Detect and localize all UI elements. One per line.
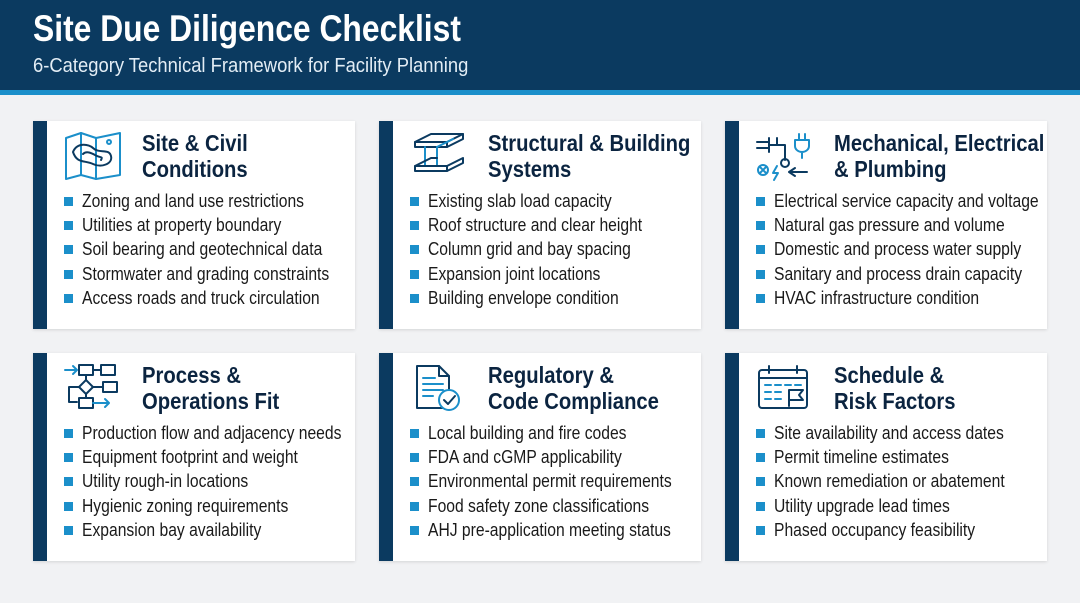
bullet-icon — [756, 502, 765, 511]
bullet-icon — [64, 502, 73, 511]
list-item-text: Local building and fire codes — [428, 423, 627, 443]
list-item-text: Utilities at property boundary — [82, 215, 282, 236]
bullet-icon — [64, 429, 73, 438]
card-title — [142, 362, 331, 414]
card-title — [142, 130, 331, 182]
list-item-text: FDA and cGMP applicability — [428, 447, 622, 468]
list-item — [410, 518, 710, 542]
list-item — [410, 469, 710, 493]
checklist — [756, 421, 1056, 542]
bullet-icon — [410, 453, 419, 462]
card-title-line2: Code Compliance — [488, 388, 659, 414]
card-accent-bar — [33, 353, 47, 561]
card-title-line1: Mechanical, Electrical — [834, 130, 1045, 156]
card-accent-bar — [379, 353, 393, 561]
header-banner — [0, 0, 1080, 90]
bullet-icon — [64, 221, 73, 230]
card-schedule-risk — [725, 353, 1047, 561]
bullet-icon — [64, 245, 73, 254]
list-item — [64, 213, 364, 237]
list-item — [64, 518, 364, 542]
list-item-text: Stormwater and grading constraints — [82, 263, 330, 284]
bullet-icon — [410, 526, 419, 535]
list-item — [410, 213, 710, 237]
bullet-icon — [756, 429, 765, 438]
card-title-line1: Regulatory & — [488, 362, 614, 388]
compliance-document-icon — [409, 362, 469, 414]
card-title-line1: Schedule & — [834, 362, 945, 388]
list-item — [64, 262, 364, 286]
list-item — [64, 445, 364, 469]
list-item — [410, 286, 710, 310]
card-title — [488, 130, 691, 182]
bullet-icon — [64, 526, 73, 535]
list-item — [410, 262, 710, 286]
list-item — [410, 237, 710, 261]
list-item — [756, 262, 1056, 286]
bullet-icon — [410, 477, 419, 486]
list-item-text: Food safety zone classifications — [428, 495, 650, 516]
list-item-text: Expansion bay availability — [82, 519, 262, 540]
list-item-text: Domestic and process water supply — [774, 239, 1022, 260]
card-accent-bar — [725, 121, 739, 329]
bullet-icon — [756, 245, 765, 254]
list-item — [410, 445, 710, 469]
list-item-text: Utility rough-in locations — [82, 471, 249, 492]
list-item — [64, 494, 364, 518]
card-title-line1: Site & Civil — [142, 130, 248, 156]
bullet-icon — [410, 270, 419, 279]
list-item — [64, 469, 364, 493]
checklist — [756, 189, 1056, 310]
list-item — [756, 469, 1056, 493]
card-accent-bar — [725, 353, 739, 561]
list-item-text: Existing slab load capacity — [428, 191, 612, 211]
bullet-icon — [410, 294, 419, 303]
card-title — [834, 130, 1045, 182]
list-item-text: Site availability and access dates — [774, 423, 1004, 443]
bullet-icon — [756, 197, 765, 206]
list-item-text: Utility upgrade lead times — [774, 495, 950, 516]
list-item-text: Expansion joint locations — [428, 263, 601, 284]
list-item-text: Production flow and adjacency needs — [82, 423, 342, 443]
calendar-flag-icon — [755, 362, 815, 414]
list-item — [756, 518, 1056, 542]
bullet-icon — [410, 429, 419, 438]
card-title — [488, 362, 677, 414]
card-process-operations — [33, 353, 355, 561]
bullet-icon — [410, 197, 419, 206]
card-title — [834, 362, 1023, 414]
list-item-text: Phased occupancy feasibility — [774, 519, 976, 540]
list-item-text: Sanitary and process drain capacity — [774, 263, 1023, 284]
list-item-text: AHJ pre-application meeting status — [428, 519, 671, 540]
bullet-icon — [756, 477, 765, 486]
list-item — [410, 494, 710, 518]
mep-pipes-icon — [755, 130, 815, 182]
list-item — [64, 189, 364, 213]
bullet-icon — [64, 294, 73, 303]
checklist — [410, 189, 710, 310]
list-item — [756, 237, 1056, 261]
bullet-icon — [410, 221, 419, 230]
bullet-icon — [756, 453, 765, 462]
list-item-text: Access roads and truck circulation — [82, 287, 320, 308]
bullet-icon — [756, 221, 765, 230]
card-mep — [725, 121, 1047, 329]
list-item — [64, 421, 364, 445]
list-item-text: Building envelope condition — [428, 287, 619, 308]
card-title-line2: Systems — [488, 156, 572, 182]
list-item-text: Hygienic zoning requirements — [82, 495, 289, 516]
list-item — [756, 286, 1056, 310]
bullet-icon — [756, 294, 765, 303]
list-item-text: Environmental permit requirements — [428, 471, 672, 492]
list-item-text: Permit timeline estimates — [774, 447, 949, 468]
list-item — [64, 237, 364, 261]
card-structural-building — [379, 121, 701, 329]
card-accent-bar — [33, 121, 47, 329]
card-title-line1: Process & — [142, 362, 242, 388]
card-title-line1: Structural & Building — [488, 130, 691, 156]
checklist — [64, 189, 364, 310]
list-item-text: Natural gas pressure and volume — [774, 215, 1005, 236]
card-site-civil — [33, 121, 355, 329]
card-accent-bar — [379, 121, 393, 329]
list-item — [756, 189, 1056, 213]
steel-beam-icon — [409, 130, 469, 182]
checklist — [410, 421, 710, 542]
bullet-icon — [756, 526, 765, 535]
list-item-text: Roof structure and clear height — [428, 215, 643, 236]
list-item-text: HVAC infrastructure condition — [774, 287, 980, 308]
list-item — [756, 213, 1056, 237]
process-flow-icon — [63, 362, 123, 414]
card-title-line2: & Plumbing — [834, 156, 947, 182]
bullet-icon — [410, 245, 419, 254]
list-item-text: Soil bearing and geotechnical data — [82, 239, 323, 260]
card-regulatory-code — [379, 353, 701, 561]
header-accent-stripe — [0, 90, 1080, 95]
list-item-text: Known remediation or abatement — [774, 471, 1005, 492]
bullet-icon — [756, 270, 765, 279]
checklist — [64, 421, 364, 542]
card-title-line2: Operations Fit — [142, 388, 280, 414]
list-item-text: Column grid and bay spacing — [428, 239, 631, 260]
bullet-icon — [410, 502, 419, 511]
page-title: Site Due Diligence Checklist — [33, 8, 461, 49]
list-item — [756, 421, 1056, 445]
list-item — [410, 421, 710, 445]
list-item — [410, 189, 710, 213]
site-map-icon — [63, 130, 123, 182]
page-subtitle: 6-Category Technical Framework for Facility Planning — [33, 55, 469, 77]
bullet-icon — [64, 270, 73, 279]
list-item-text: Equipment footprint and weight — [82, 447, 298, 468]
list-item-text: Electrical service capacity and voltage — [774, 191, 1039, 211]
list-item — [756, 445, 1056, 469]
card-title-line2: Risk Factors — [834, 388, 956, 414]
bullet-icon — [64, 197, 73, 206]
list-item — [756, 494, 1056, 518]
bullet-icon — [64, 453, 73, 462]
list-item-text: Zoning and land use restrictions — [82, 191, 304, 211]
bullet-icon — [64, 477, 73, 486]
list-item — [64, 286, 364, 310]
card-title-line2: Conditions — [142, 156, 248, 182]
